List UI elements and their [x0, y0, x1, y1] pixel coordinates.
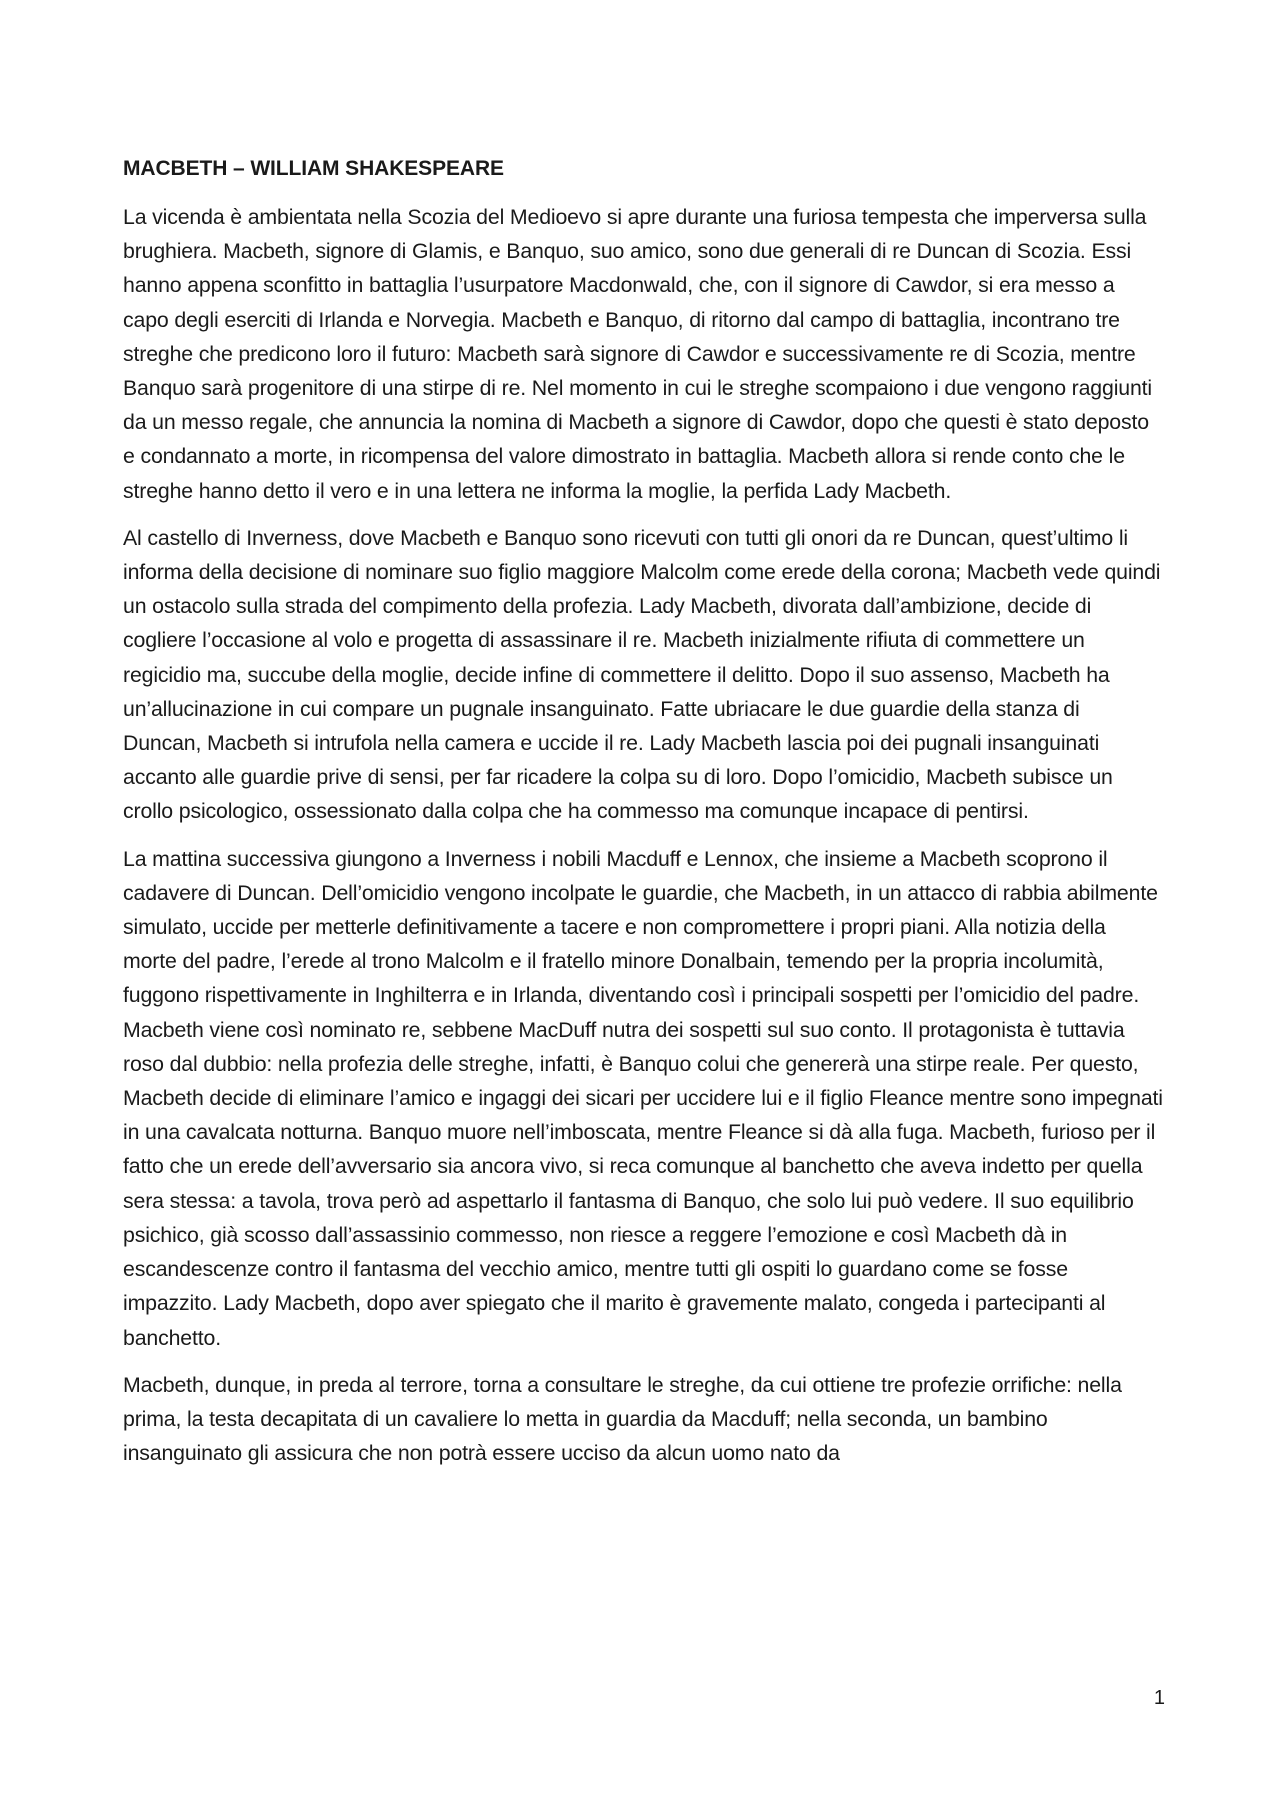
paragraph-3: La mattina successiva giungono a Inverness i nobili Macduff e Lennox, che insieme a Macbeth scoprono il cadavere di Duncan. Dell’omicidio vengono incolpate le guardie, che Macbeth, in un attacco di rabbia abilmente simulato, uccide per metterle definitivamente a tacere e non compromettere i propri piani. Alla notizia della morte del padre, l’erede al trono Malcolm e il fratello minore Donalbain, temendo per la propria incolumità, fuggono rispettivamente in Inghilterra e in Irlanda, diventando così i principali sospetti per l’omicidio del padre. Macbeth viene così nominato re, sebbene MacDuff nutra dei sospetti sul suo conto. Il protagonista è tuttavia roso dal dubbio: nella profezia delle streghe, infatti, è Banquo colui che genererà una stirpe reale. Per questo, Macbeth decide di eliminare l’amico e ingaggi dei sicari per uccidere lui e il figlio Fleance mentre sono impegnati in una cavalcata notturna. Banquo muore nell’imboscata, mentre Fleance si dà alla fuga. Macbeth, furioso per il fatto che un erede dell’avversario sia ancora vivo, si reca comunque al banchetto che aveva indetto per quella sera stessa: a tavola, trova però ad aspettarlo il fantasma di Banquo, che solo lui può vedere. Il suo equilibrio psichico, già scosso dall’assassinio commesso, non riesce a reggere l’emozione e così Macbeth dà in escandescenze contro il fantasma del vecchio amico, mentre tutti gli ospiti lo guardano come se fosse impazzito. Lady Macbeth, dopo aver spiegato che il marito è gravemente malato, congeda i partecipanti al banchetto. — [123, 846, 1163, 1350]
paragraph-1: La vicenda è ambientata nella Scozia del Medioevo si apre durante una furiosa tempesta che imperversa sulla brughiera. Macbeth, signore di Glamis, e Banquo, suo amico, sono due generali di re Duncan di Scozia. Essi hanno appena sconfitto in battaglia l’usurpatore Macdonwald, che, con il signore di Cawdor, si era messo a capo degli eserciti di Irlanda e Norvegia. Macbeth e Banquo, di ritorno dal campo di battaglia, incontrano tre streghe che predicono loro il futuro: Macbeth sarà signore di Cawdor e successivamente re di Scozia, mentre Banquo sarà progenitore di una stirpe di re. Nel momento in cui le streghe scompaiono i due vengono raggiunti da un messo regale, che annuncia la nomina di Macbeth a signore di Cawdor, dopo che questi è stato deposto e condannato a morte, in ricompensa del valore dimostrato in battaglia. Macbeth allora si rende conto che le streghe hanno detto il vero e in una lettera ne informa la moglie, la perfida Lady Macbeth. — [123, 205, 1153, 503]
paragraph-2: Al castello di Inverness, dove Macbeth e Banquo sono ricevuti con tutti gli onori da re Duncan, quest’ultimo li informa della decisione di nominare suo figlio maggiore Malcolm come erede della corona; Macbeth vede quindi un ostacolo sulla strada del compimento della profezia. Lady Macbeth, divorata dall’ambizione, decide di cogliere l’occasione al volo e progetta di assassinare il re. Macbeth inizialmente rifiuta di commettere un regicidio ma, succube della moglie, decide infine di commettere il delitto. Dopo il suo assenso, Macbeth ha un’allucinazione in cui compare un pugnale insanguinato. Fatte ubriacare le due guardie della stanza di Duncan, Macbeth si intrufola nella camera e uccide il re. Lady Macbeth lascia poi dei pugnali insanguinati accanto alle guardie prive di sensi, per far ricadere la colpa su di loro. Dopo l’omicidio, Macbeth subisce un crollo psicologico, ossessionato dalla colpa che ha commesso ma comunque incapace di pentirsi. — [123, 525, 1161, 824]
paragraph-4: Macbeth, dunque, in preda al terrore, torna a consultare le streghe, da cui ottiene tre profezie orrifiche: nella prima, la testa decapitata di un cavaliere lo metta in guardia da Macduff; nella seconda, un bambino insanguinato gli assicura che non potrà essere ucciso da alcun uomo nato da — [123, 1372, 1122, 1466]
document-title: MACBETH – WILLIAM SHAKESPEARE — [123, 157, 504, 180]
document-body — [123, 152, 1163, 1483]
page-number: 1 — [1153, 1687, 1165, 1709]
